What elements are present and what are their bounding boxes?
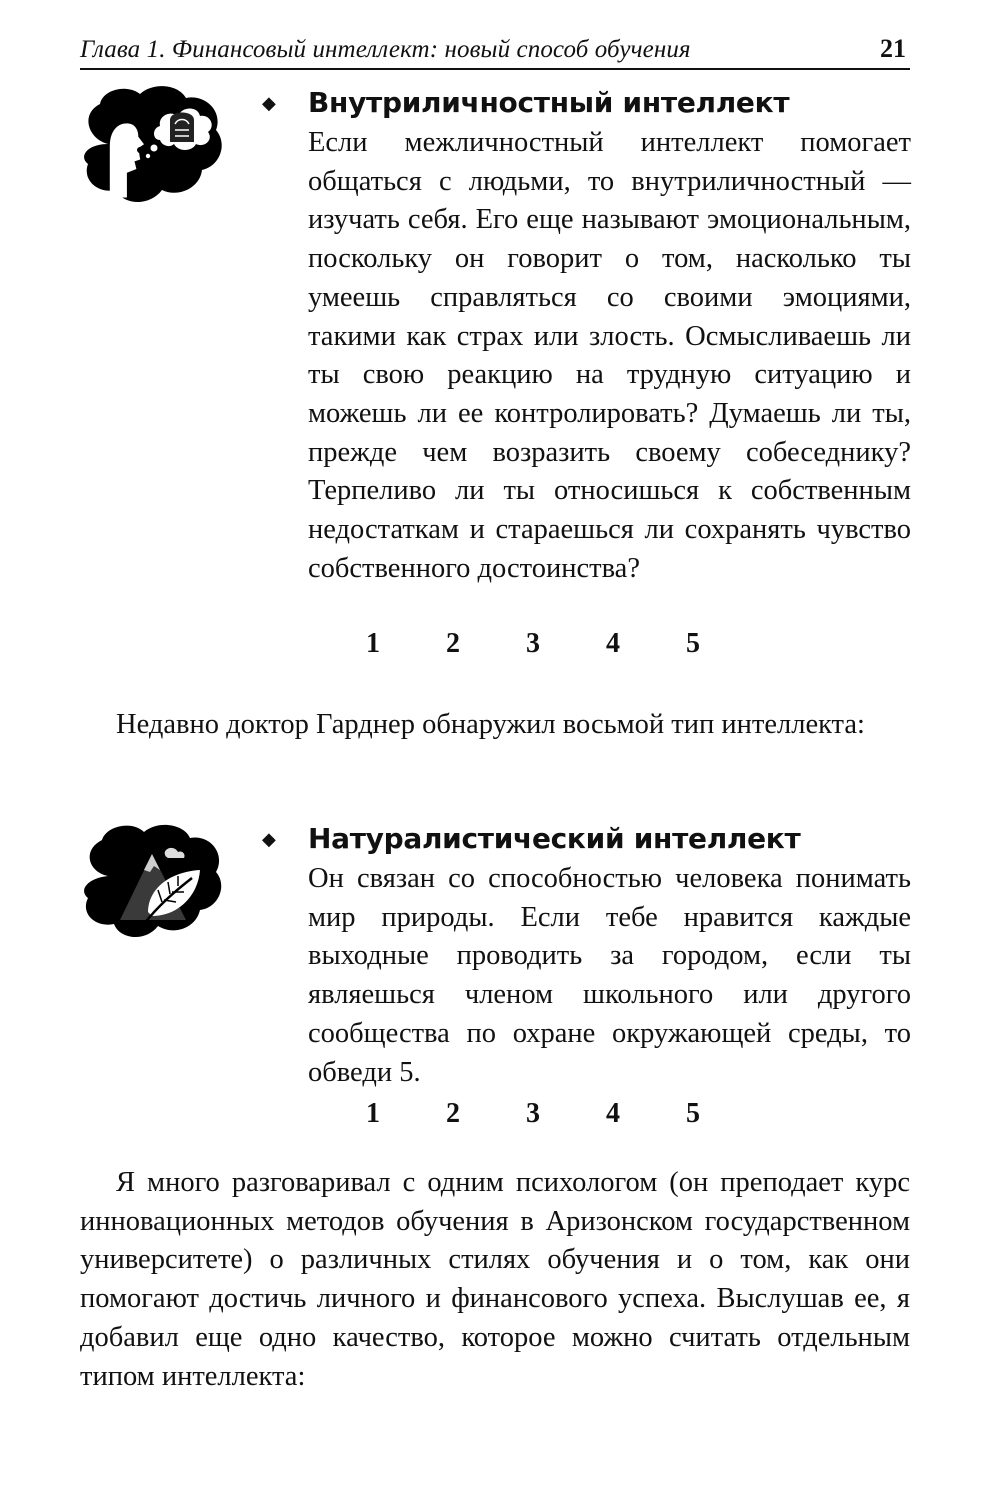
diamond-bullet-icon: ◆ (262, 93, 276, 114)
rating-option[interactable]: 3 (526, 628, 540, 659)
rating-option[interactable]: 2 (446, 1098, 460, 1129)
rating-option[interactable]: 5 (686, 1098, 700, 1129)
section-heading-intrapersonal: ◆ Внутриличностный интеллект (262, 86, 790, 119)
rating-option[interactable]: 3 (526, 1098, 540, 1129)
section-heading-naturalist: ◆ Натуралистический интеллект (262, 822, 801, 855)
rating-option[interactable]: 4 (606, 1098, 620, 1129)
page-number: 21 (880, 34, 906, 63)
diamond-bullet-icon: ◆ (262, 829, 276, 850)
rating-option[interactable]: 4 (606, 628, 620, 659)
paragraph-psychologist: Я много разговаривал с одним психологом (он преподает курс инновационных методов обучения в Аризонском государственном университете) о различных стилях обучения и о том, как они помогают достичь личного и финансового успеха. Выслушав ее, я добавил еще одно качество, которое можно считать отдельным типом интеллекта: (80, 1167, 910, 1392)
nature-leaf-mountain-icon (78, 820, 228, 950)
rating-scale-1 (366, 628, 766, 660)
rating-option[interactable]: 2 (446, 628, 460, 659)
rating-option[interactable]: 1 (366, 628, 380, 659)
section-text-naturalist: Он связан со способностью человека понимать мир природы. Если тебе нравится каждые выходные проводить за городом, если ты являешься членом школьного или другого сообщества по охране окружающей среды, то обведи 5. (308, 863, 911, 1088)
chapter-title: Глава 1. Финансовый интеллект: новый способ обучения (80, 36, 691, 63)
rating-scale-2 (366, 1098, 766, 1130)
section-text-intrapersonal: Если межличностный интеллект помогает общаться с людьми, то внутриличностный — изучать себя. Его еще называют эмоциональным, поскольку он говорит о том, насколько ты умеешь справляться со своими эмоциями, такими как страх или злость. Осмысливаешь ли ты свою реакцию на трудную ситуацию и можешь ли ее контролировать? Думаешь ли ты, прежде чем возразить своему собеседнику? Терпеливо ли ты относишься к собственным недостаткам и стараешься ли сохранять чувство собственного достоинства? (308, 127, 911, 584)
rating-option[interactable]: 5 (686, 628, 700, 659)
running-header (80, 32, 910, 70)
paragraph-eighth-type: Недавно доктор Гарднер обнаружил восьмой тип интеллекта: (116, 709, 865, 740)
thinking-head-icon (78, 84, 228, 214)
rating-option[interactable]: 1 (366, 1098, 380, 1129)
